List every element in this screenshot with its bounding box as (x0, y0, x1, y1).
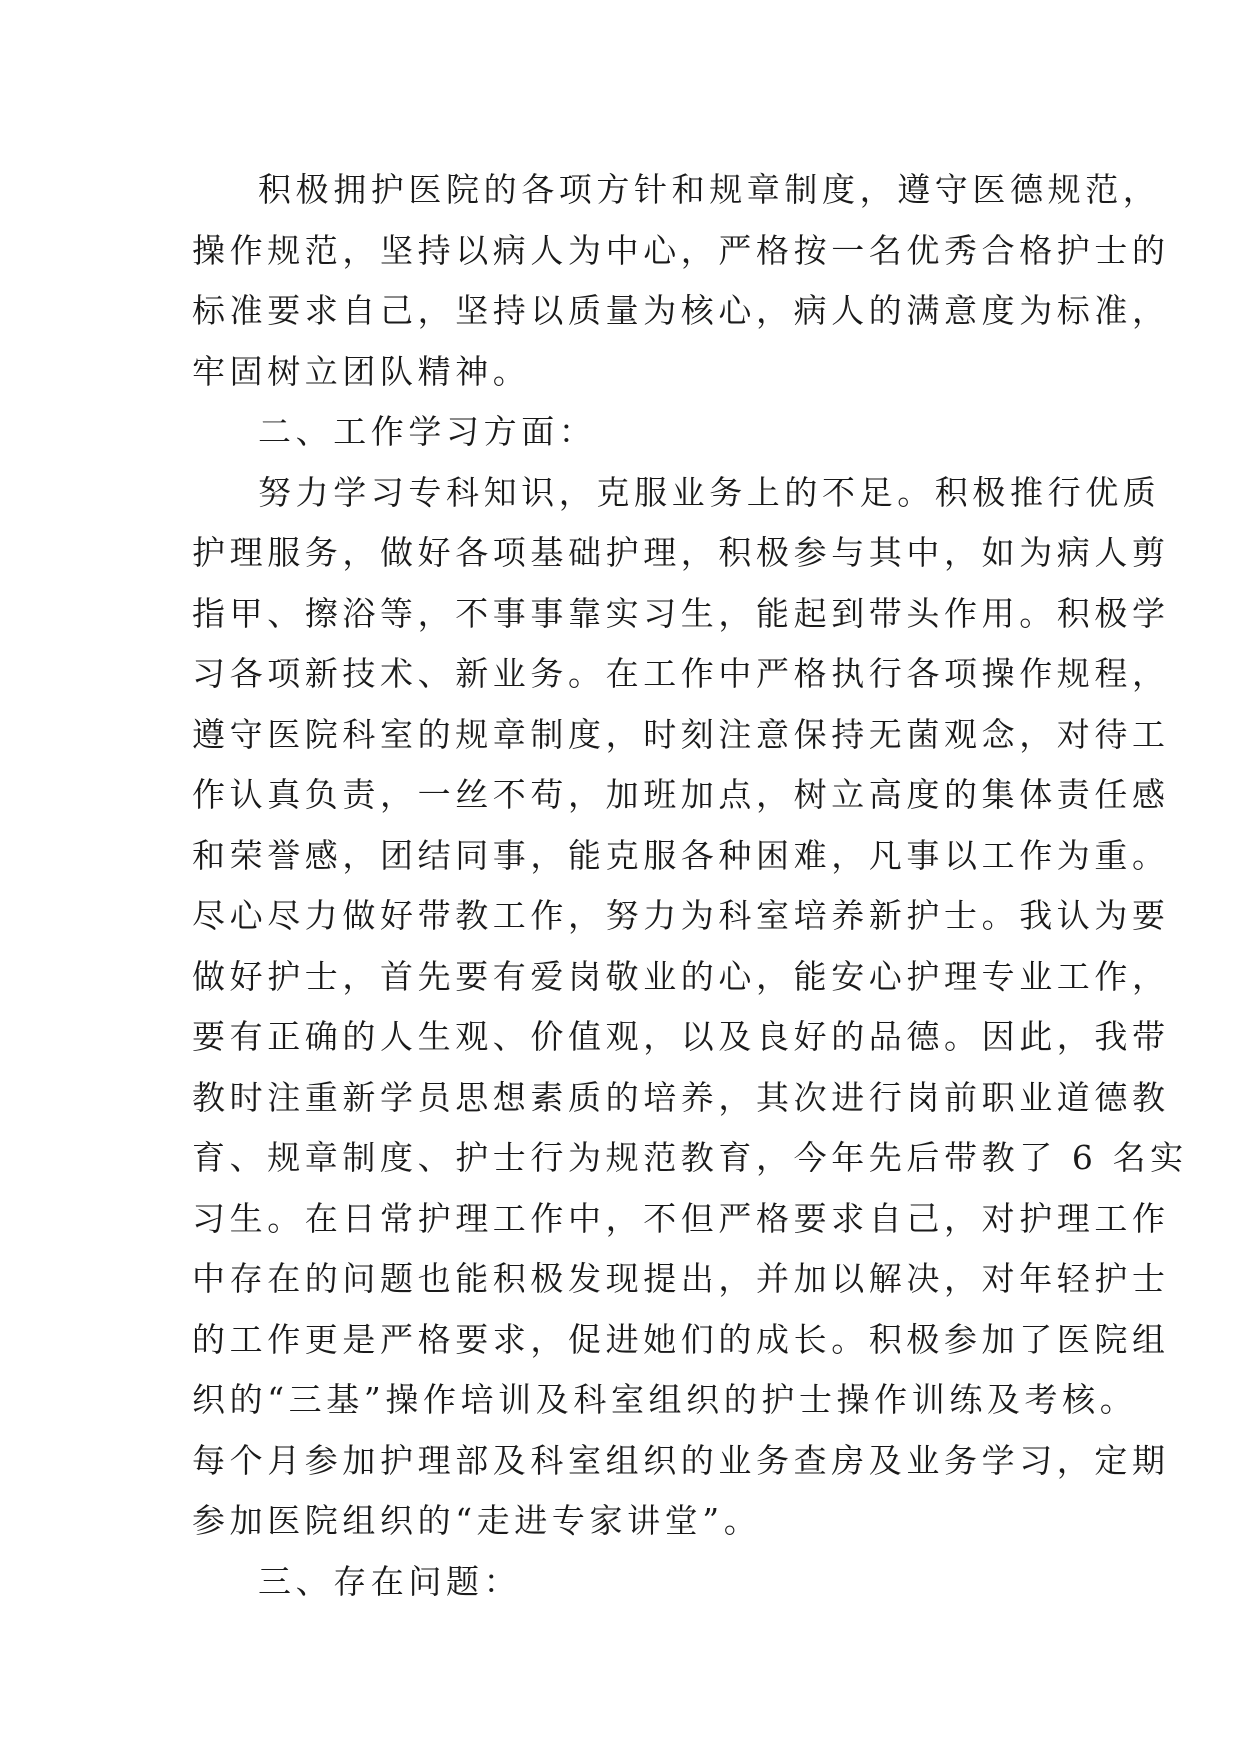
paragraph-line: 操作规范，坚持以病人为中心，严格按一名优秀合格护士的 (192, 230, 1170, 270)
section-heading-existing-problems: 三、存在问题： (258, 1561, 522, 1601)
paragraph-line: 育、规章制度、护士行为规范教育，今年先后带教了 6 名实 (192, 1138, 1188, 1177)
paragraph-line: 织的“三基”操作培训及科室组织的护士操作训练及考核。 (192, 1380, 1138, 1419)
paragraph-line: 积极拥护医院的各项方针和规章制度，遵守医德规范， (258, 170, 1161, 209)
paragraph-line: 和荣誉感，团结同事，能克服各种困难，凡事以工作为重。 (192, 835, 1170, 875)
paragraph-line: 中存在的问题也能积极发现提出，并加以解决，对年轻护士 (192, 1259, 1170, 1298)
paragraph-line: 的工作更是严格要求，促进她们的成长。积极参加了医院组 (192, 1319, 1170, 1359)
paragraph-line: 每个月参加护理部及科室组织的业务查房及业务学习，定期 (192, 1440, 1170, 1480)
paragraph-line: 作认真负责，一丝不苟，加班加点，树立高度的集体责任感 (192, 775, 1170, 814)
paragraph-line: 习各项新技术、新业务。在工作中严格执行各项操作规程， (192, 654, 1170, 693)
document-body (192, 160, 1188, 1612)
paragraph-line: 做好护士，首先要有爱岗敬业的心，能安心护理专业工作， (192, 956, 1170, 996)
paragraph-line: 牢固树立团队精神。 (192, 351, 531, 391)
paragraph-line: 习生。在日常护理工作中，不但严格要求自己，对护理工作 (192, 1198, 1170, 1238)
paragraph-line: 努力学习专科知识，克服业务上的不足。积极推行优质 (258, 472, 1161, 512)
paragraph-line: 要有正确的人生观、价值观，以及良好的品德。因此，我带 (192, 1017, 1170, 1056)
section-heading-work-study: 二、工作学习方面： (258, 412, 597, 451)
paragraph-line: 护理服务，做好各项基础护理，积极参与其中，如为病人剪 (192, 533, 1170, 572)
paragraph-line: 遵守医院科室的规章制度，时刻注意保持无菌观念，对待工 (192, 714, 1170, 754)
paragraph-line: 标准要求自己，坚持以质量为核心，病人的满意度为标准， (192, 291, 1170, 330)
paragraph-line: 尽心尽力做好带教工作，努力为科室培养新护士。我认为要 (192, 896, 1170, 935)
paragraph-line: 教时注重新学员思想素质的培养，其次进行岗前职业道德教 (192, 1077, 1170, 1117)
paragraph-line: 指甲、擦浴等，不事事靠实习生，能起到带头作用。积极学 (192, 593, 1170, 633)
paragraph-line: 参加医院组织的“走进专家讲堂”。 (192, 1501, 762, 1540)
